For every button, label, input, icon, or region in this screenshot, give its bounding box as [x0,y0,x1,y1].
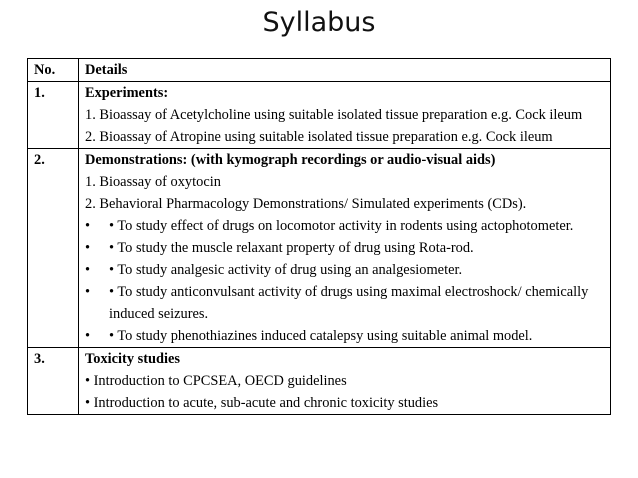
bullet-marker: • [85,262,91,278]
bullet-item [85,325,604,347]
table-row [28,82,611,149]
bullet-text: • To study effect of drugs on locomotor activity in rodents using actophotometer. [109,218,574,234]
bullet-text: • To study analgesic activity of drug using an analgesiometer. [109,262,463,278]
row-heading: Toxicity studies [85,351,181,367]
bullet-marker: • [85,284,91,300]
detail-line: 2. Bioassay of Atropine using suitable isolated tissue preparation e.g. Cock ileum [85,129,553,145]
row-heading: Experiments: [85,85,169,101]
row-number: 2. [28,149,79,348]
page-title: Syllabus [262,7,376,38]
table-header-row [28,59,611,82]
bullet-marker: • [85,328,91,344]
row-details [79,149,611,348]
bullet-marker: • [85,218,91,234]
detail-line: • Introduction to CPCSEA, OECD guidelines [85,373,347,389]
table-row [28,149,611,348]
bullet-item [85,215,604,237]
detail-line: • Introduction to acute, sub-acute and chronic toxicity studies [85,395,439,411]
syllabus-table [27,58,611,415]
row-details [79,82,611,149]
bullet-text: • To study phenothiazines induced catalepsy using suitable animal model. [109,328,533,344]
row-number: 3. [28,348,79,415]
row-heading: Demonstrations: (with kymograph recordings or audio-visual aids) [85,152,496,168]
bullet-item [85,259,604,281]
detail-line: 2. Behavioral Pharmacology Demonstrations/ Simulated experiments (CDs). [85,196,527,212]
bullet-marker: • [85,240,91,256]
row-number: 1. [28,82,79,149]
detail-line: 1. Bioassay of Acetylcholine using suitable isolated tissue preparation e.g. Cock ileum [85,107,583,123]
row-details [79,348,611,415]
bullet-text: • To study anticonvulsant activity of drugs using maximal electroshock/ chemically induced seizures. [109,284,589,322]
table-row [28,348,611,415]
header-details: Details [79,59,611,82]
bullet-item [85,281,604,325]
bullet-text: • To study the muscle relaxant property of drug using Rota-rod. [109,240,474,256]
bullet-item [85,237,604,259]
header-no: No. [28,59,79,82]
detail-line: 1. Bioassay of oxytocin [85,174,221,190]
